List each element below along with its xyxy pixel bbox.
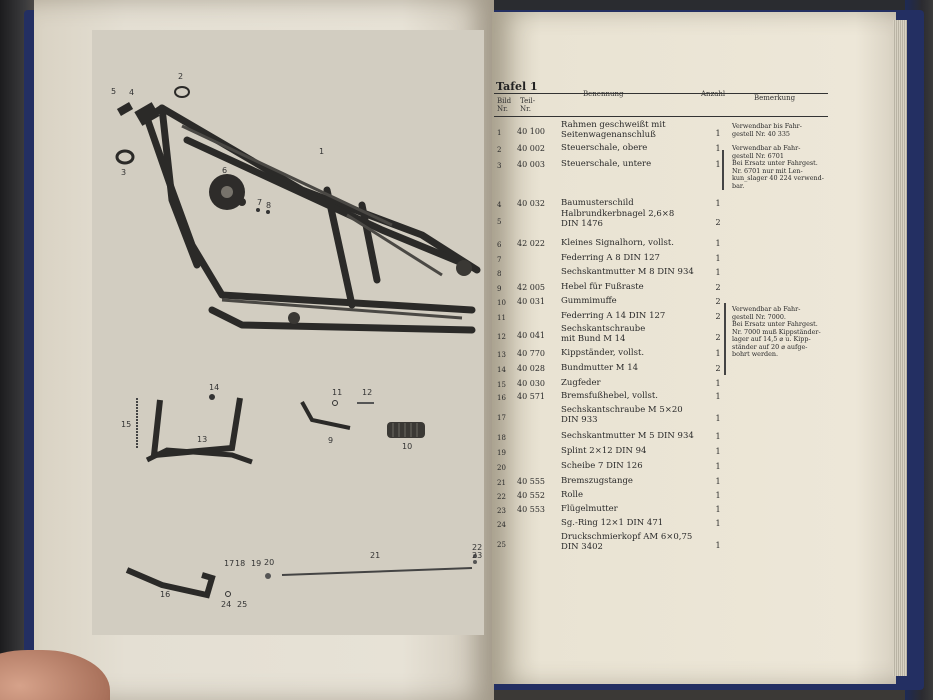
row-anzahl: 2	[715, 218, 721, 227]
row-anzahl: 1	[715, 414, 721, 423]
row-teil-nr: 40 555	[517, 477, 545, 486]
row-bild-nr: 17	[497, 414, 506, 422]
row-benennung: Sechskantschraube mit Bund M 14	[561, 324, 646, 344]
callout-10: 10	[402, 442, 413, 451]
row-bild-nr: 22	[497, 493, 506, 501]
row-bild-nr: 9	[497, 285, 502, 293]
callout-21: 21	[370, 551, 381, 560]
row-benennung: Baumusterschild	[561, 198, 634, 208]
page-edges	[893, 20, 907, 676]
callout-15: 15	[121, 420, 132, 429]
row-bild-nr: 16	[497, 394, 506, 402]
row-bild-nr: 4	[497, 201, 502, 209]
row-anzahl: 2	[715, 364, 721, 373]
row-anzahl: 1	[715, 349, 721, 358]
row-teil-nr: 40 100	[517, 127, 545, 136]
row-anzahl: 2	[715, 312, 721, 321]
header-rule-bottom	[494, 116, 828, 117]
row-benennung: Steuerschale, obere	[561, 143, 648, 153]
row-benennung: Bremszugstange	[561, 476, 633, 486]
row-benennung: Scheibe 7 DIN 126	[561, 461, 643, 471]
callout-6: 6	[222, 166, 228, 175]
row-anzahl: 1	[715, 462, 721, 471]
row-benennung: Sg.-Ring 12×1 DIN 471	[561, 518, 664, 528]
row-bild-nr: 18	[497, 434, 506, 442]
callout-17: 17	[224, 559, 235, 568]
row-benennung: Kleines Signalhorn, vollst.	[561, 238, 674, 248]
callout-19: 19	[251, 559, 262, 568]
row-benennung: Bundmutter M 14	[561, 363, 639, 373]
row-anzahl: 2	[715, 333, 721, 342]
row-teil-nr: 40 553	[517, 505, 545, 514]
callout-23: 23	[472, 551, 483, 560]
row-benennung: Hebel für Fußraste	[561, 282, 644, 292]
row-teil-nr: 40 770	[517, 349, 545, 358]
callout-16: 16	[160, 590, 171, 599]
row-benennung: Bremsfußhebel, vollst.	[561, 391, 658, 401]
row-anzahl: 1	[715, 379, 721, 388]
header-anzahl: Anzahl	[701, 90, 726, 98]
callout-11: 11	[332, 388, 343, 397]
row-teil-nr: 42 005	[517, 283, 545, 292]
row-teil-nr: 42 022	[517, 239, 545, 248]
callout-3: 3	[121, 168, 127, 177]
row-bild-nr: 12	[497, 333, 506, 341]
remark-3: Verwendbar ab Fahr- gestell Nr. 7000. Bei Ersatz unter Fahrgest. Nr. 7000 muß Kippständer- lager auf 14,5 ⌀ u. Kipp- ständer auf 20 ⌀ aufge- bohrt werden.	[732, 305, 821, 358]
row-teil-nr: 40 003	[517, 160, 545, 169]
row-bild-nr: 3	[497, 162, 502, 170]
row-bild-nr: 7	[497, 256, 502, 264]
callout-22: 22	[472, 543, 483, 552]
remark-1: Verwendbar bis Fahr- gestell Nr. 40 335	[732, 122, 802, 138]
header-teil: Teil- Nr.	[520, 97, 536, 113]
row-anzahl: 1	[715, 491, 721, 500]
frame-exploded-drawing	[92, 30, 484, 635]
header-benennung: Benennung	[583, 90, 624, 98]
callout-24: 24	[221, 600, 232, 609]
row-anzahl: 1	[715, 239, 721, 248]
callout-20: 20	[264, 558, 275, 567]
row-anzahl: 1	[715, 447, 721, 456]
callout-5: 5	[111, 87, 117, 96]
row-bild-nr: 21	[497, 479, 506, 487]
row-benennung: Kippständer, vollst.	[561, 348, 645, 358]
row-anzahl: 1	[715, 477, 721, 486]
callout-18: 18	[235, 559, 246, 568]
row-benennung: Druckschmierkopf AM 6×0,75 DIN 3402	[561, 532, 693, 552]
row-teil-nr: 40 031	[517, 297, 545, 306]
callout-2: 2	[178, 72, 184, 81]
callout-8: 8	[266, 201, 272, 210]
row-anzahl: 1	[715, 432, 721, 441]
row-anzahl: 2	[715, 297, 721, 306]
row-anzahl: 1	[715, 160, 721, 169]
row-benennung: Gummimuffe	[561, 296, 617, 306]
row-bild-nr: 19	[497, 449, 506, 457]
row-bild-nr: 10	[497, 299, 506, 307]
row-bild-nr: 25	[497, 541, 506, 549]
row-teil-nr: 40 571	[517, 392, 545, 401]
row-anzahl: 1	[715, 144, 721, 153]
row-anzahl: 1	[715, 392, 721, 401]
row-benennung: Federring A 14 DIN 127	[561, 311, 666, 321]
row-benennung: Sechskantmutter M 8 DIN 934	[561, 267, 694, 277]
row-anzahl: 2	[715, 283, 721, 292]
header-bemerkung: Bemerkung	[754, 94, 796, 102]
table-title: Tafel 1	[496, 80, 538, 93]
row-benennung: Sechskantschraube M 5×20 DIN 933	[561, 405, 683, 425]
row-bild-nr: 11	[497, 314, 506, 322]
row-bild-nr: 24	[497, 521, 506, 529]
row-bild-nr: 15	[497, 381, 506, 389]
row-bild-nr: 8	[497, 270, 502, 278]
row-bild-nr: 1	[497, 129, 502, 137]
remark-2: Verwendbar ab Fahr- gestell Nr. 6701 Bei Ersatz unter Fahrgest. Nr. 6701 nur mit Len- kun_slager 40 224 verwend- bar.	[732, 144, 824, 190]
row-teil-nr: 40 002	[517, 144, 545, 153]
row-bild-nr: 13	[497, 351, 506, 359]
callout-9: 9	[328, 436, 334, 445]
row-bild-nr: 5	[497, 218, 502, 226]
row-benennung: Rolle	[561, 490, 583, 500]
row-benennung: Zugfeder	[561, 378, 601, 388]
row-benennung: Federring A 8 DIN 127	[561, 253, 660, 263]
row-teil-nr: 40 041	[517, 331, 545, 340]
row-bild-nr: 23	[497, 507, 506, 515]
callout-13: 13	[197, 435, 208, 444]
row-bild-nr: 14	[497, 366, 506, 374]
row-anzahl: 1	[715, 519, 721, 528]
row-bild-nr: 20	[497, 464, 506, 472]
row-anzahl: 1	[715, 129, 721, 138]
row-anzahl: 1	[715, 268, 721, 277]
parts-illustration-plate	[92, 30, 484, 635]
remark-2-brace	[722, 150, 724, 190]
callout-12: 12	[362, 388, 373, 397]
row-anzahl: 1	[715, 505, 721, 514]
row-bild-nr: 2	[497, 146, 502, 154]
row-benennung: Sechskantmutter M 5 DIN 934	[561, 431, 694, 441]
row-teil-nr: 40 030	[517, 379, 545, 388]
callout-1: 1	[319, 147, 325, 156]
row-benennung: Rahmen geschweißt mit Seitenwagenanschluß	[561, 120, 666, 140]
callout-4: 4	[129, 88, 135, 97]
row-teil-nr: 40 552	[517, 491, 545, 500]
callout-14: 14	[209, 383, 220, 392]
row-benennung: Halbrundkerbnagel 2,6×8 DIN 1476	[561, 209, 675, 229]
row-teil-nr: 40 032	[517, 199, 545, 208]
callout-7: 7	[257, 198, 263, 207]
row-anzahl: 1	[715, 199, 721, 208]
row-benennung: Steuerschale, untere	[561, 159, 652, 169]
row-bild-nr: 6	[497, 241, 502, 249]
callout-25: 25	[237, 600, 248, 609]
remark-3-brace	[724, 303, 726, 375]
row-anzahl: 1	[715, 541, 721, 550]
row-benennung: Flügelmutter	[561, 504, 618, 514]
header-bild: Bild Nr.	[497, 97, 512, 113]
row-teil-nr: 40 028	[517, 364, 545, 373]
row-benennung: Splint 2×12 DIN 94	[561, 446, 647, 456]
row-anzahl: 1	[715, 254, 721, 263]
